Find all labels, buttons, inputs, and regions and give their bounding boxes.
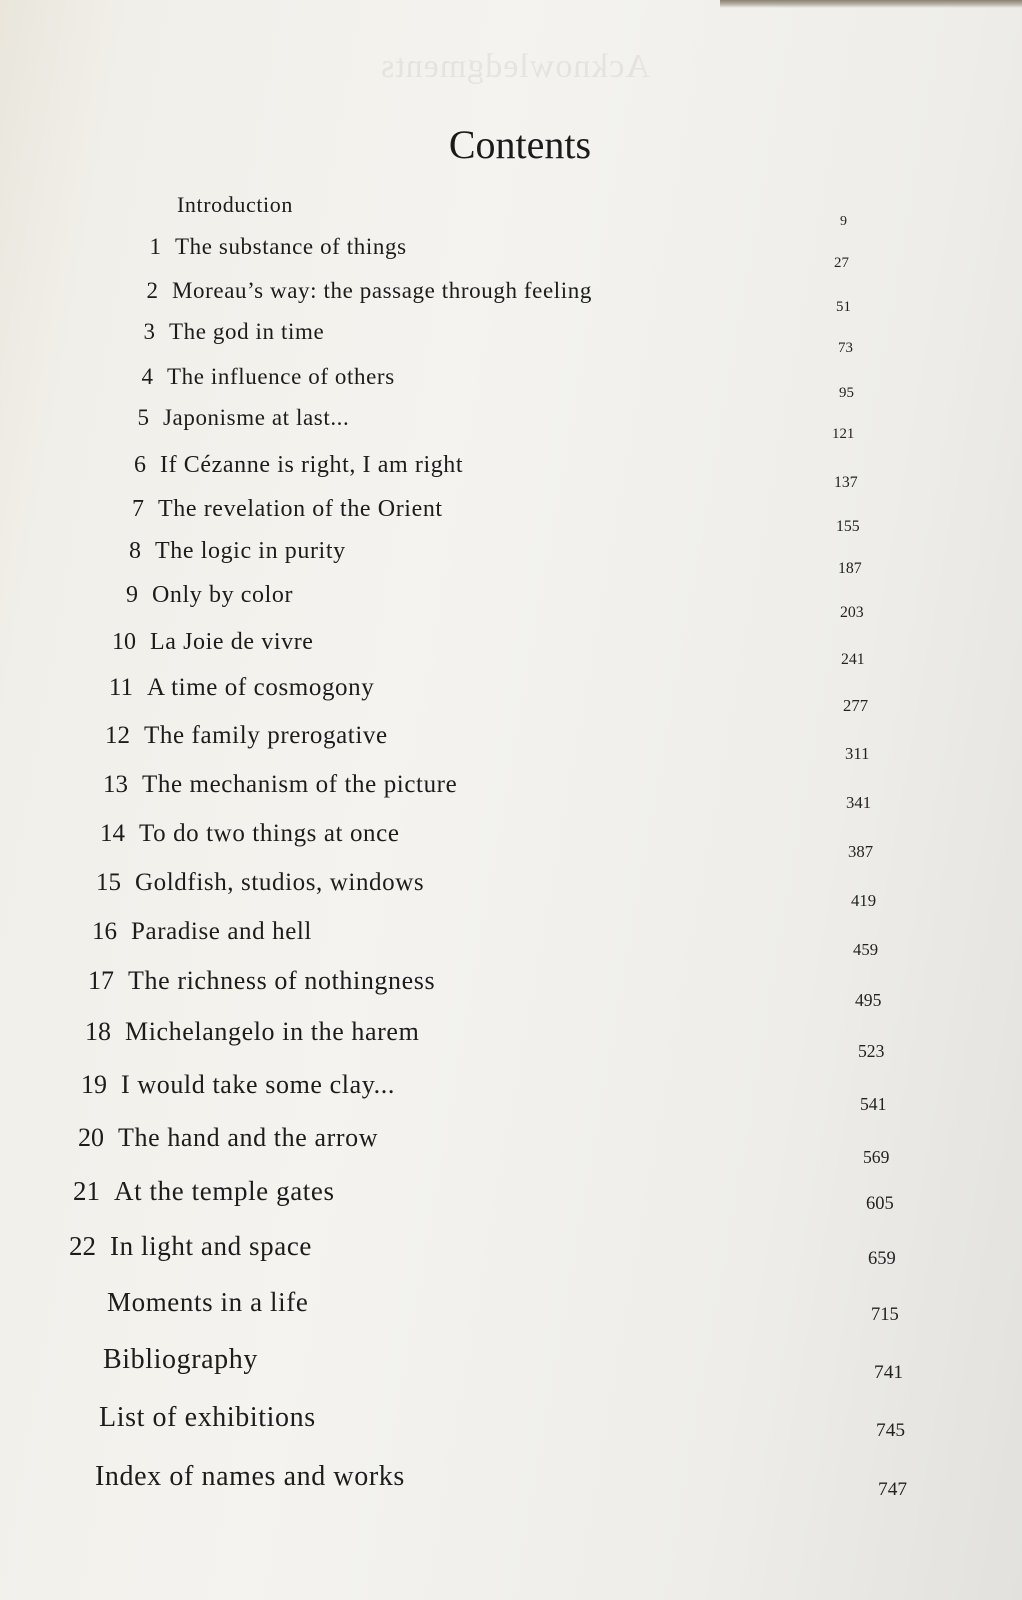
chapter-number: 12 xyxy=(105,722,130,749)
chapter-number: 18 xyxy=(85,1017,111,1047)
page-number: 241 xyxy=(841,651,865,668)
chapter-title: At the temple gates xyxy=(114,1176,335,1207)
chapter-title: Michelangelo in the harem xyxy=(125,1017,420,1047)
chapter-title: Moments in a life xyxy=(107,1287,309,1318)
page-number: 27 xyxy=(834,255,849,271)
page-number: 741 xyxy=(874,1362,904,1383)
chapter-title: The substance of things xyxy=(175,233,407,259)
chapter-number: 22 xyxy=(69,1231,96,1262)
page-title: Contents xyxy=(448,121,592,167)
chapter-number: 10 xyxy=(112,628,136,655)
page-number: 137 xyxy=(834,474,858,491)
chapter-number: 13 xyxy=(103,771,128,798)
chapter-number: 21 xyxy=(73,1176,100,1207)
chapter-title: Introduction xyxy=(177,192,293,218)
page-number: 523 xyxy=(858,1041,885,1061)
page-number: 387 xyxy=(848,842,874,861)
chapter-number: 3 xyxy=(143,318,155,344)
chapter-number: 19 xyxy=(81,1070,107,1100)
chapter-title: The revelation of the Orient xyxy=(158,495,443,522)
page-number: 121 xyxy=(832,426,855,442)
chapter-title: A time of cosmogony xyxy=(147,674,375,701)
page-number: 659 xyxy=(868,1249,896,1269)
page-number: 311 xyxy=(845,744,870,763)
chapter-title: Japonisme at last... xyxy=(163,404,350,430)
page-number: 541 xyxy=(860,1094,887,1114)
chapter-title: In light and space xyxy=(110,1231,312,1262)
page-number: 203 xyxy=(840,604,864,621)
chapter-title: To do two things at once xyxy=(139,820,400,847)
page-number: 605 xyxy=(866,1194,894,1214)
chapter-number: 4 xyxy=(141,363,153,389)
chapter-number: 7 xyxy=(132,495,144,522)
page-number: 747 xyxy=(878,1479,908,1500)
page-number: 9 xyxy=(840,214,847,229)
chapter-title: The hand and the arrow xyxy=(118,1123,379,1153)
chapter-title: The influence of others xyxy=(167,363,395,389)
chapter-title: I would take some clay... xyxy=(121,1070,395,1100)
chapter-title: The richness of nothingness xyxy=(128,966,436,996)
chapter-number: 15 xyxy=(96,869,121,896)
chapter-number: 5 xyxy=(137,404,149,430)
page-number: 95 xyxy=(839,385,854,401)
chapter-number: 8 xyxy=(129,537,141,564)
chapter-number: 2 xyxy=(146,277,158,303)
chapter-number: 16 xyxy=(92,918,117,945)
chapter-title: Paradise and hell xyxy=(131,918,312,945)
chapter-number: 6 xyxy=(134,451,146,478)
page-number: 51 xyxy=(836,299,851,315)
chapter-number: 11 xyxy=(108,674,133,701)
chapter-title: The family prerogative xyxy=(144,722,388,749)
chapter-number: 1 xyxy=(149,233,161,259)
chapter-title: Moreau’s way: the passage through feeling xyxy=(172,277,592,303)
chapter-title: The logic in purity xyxy=(155,537,346,564)
page-number: 341 xyxy=(846,793,872,812)
page-number: 419 xyxy=(851,891,877,910)
page-number: 715 xyxy=(871,1305,899,1325)
chapter-title: If Cézanne is right, I am right xyxy=(160,451,464,478)
chapter-title: Goldfish, studios, windows xyxy=(135,869,425,896)
chapter-number: 17 xyxy=(88,966,114,996)
page-number: 745 xyxy=(876,1420,906,1441)
chapter-number: 20 xyxy=(78,1123,104,1153)
chapter-title: The mechanism of the picture xyxy=(142,771,458,798)
chapter-title: Bibliography xyxy=(103,1343,258,1375)
chapter-title: Only by color xyxy=(152,581,294,608)
chapter-number: 9 xyxy=(126,581,138,608)
bleed-through-text: Acknowledgments xyxy=(380,48,650,85)
chapter-number: 14 xyxy=(100,820,125,847)
page-number: 495 xyxy=(855,990,882,1010)
page-number: 459 xyxy=(853,940,879,959)
page-number: 73 xyxy=(838,340,853,356)
page-number: 187 xyxy=(838,560,862,577)
chapter-title: List of exhibitions xyxy=(99,1401,316,1433)
page-number: 569 xyxy=(863,1147,890,1167)
page-number: 155 xyxy=(836,518,860,535)
chapter-title: The god in time xyxy=(169,318,325,344)
chapter-title: La Joie de vivre xyxy=(150,628,314,655)
chapter-title: Index of names and works xyxy=(95,1460,405,1492)
page-number: 277 xyxy=(843,696,869,715)
